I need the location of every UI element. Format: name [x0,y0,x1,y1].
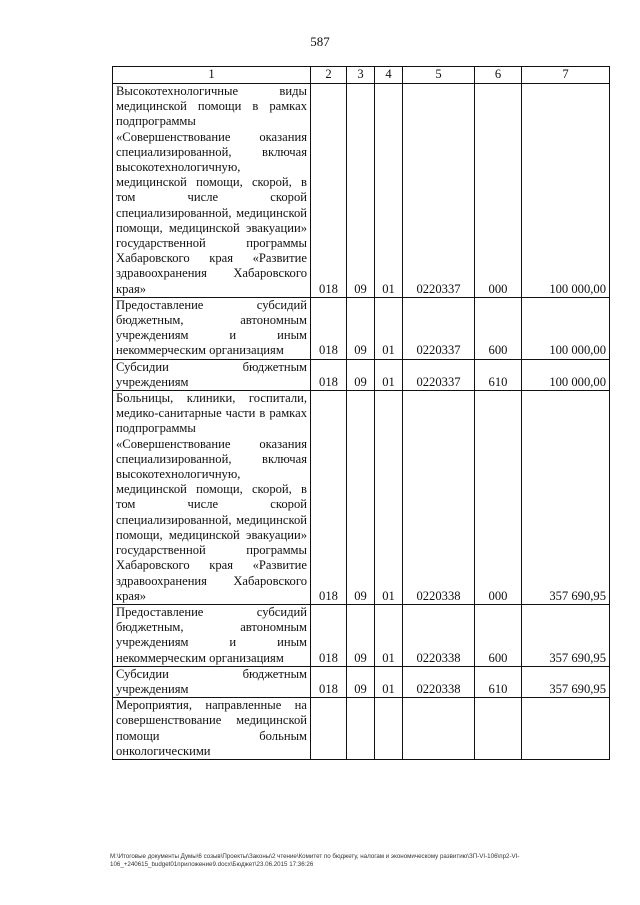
target-article-code: 0220337 [403,359,475,390]
section-code: 09 [347,604,375,666]
section-code: 09 [347,391,375,605]
ministry-code: 018 [311,391,347,605]
table-row [113,84,610,298]
amount: 100 000,00 [522,297,610,359]
expense-type-code: 610 [475,666,522,697]
row-description: Мероприятия, направленные на совершенствование медицинской помощи больным онкологическими [113,698,311,760]
target-article-code: 0220338 [403,391,475,605]
ministry-code: 018 [311,359,347,390]
subsection-code: 01 [375,604,403,666]
amount: 357 690,95 [522,666,610,697]
expense-type-code: 000 [475,391,522,605]
subsection-code [375,698,403,760]
header-col-7: 7 [522,67,610,84]
table-row [113,359,610,390]
subsection-code: 01 [375,391,403,605]
amount: 357 690,95 [522,391,610,605]
budget-table [112,66,610,760]
row-description: Больницы, клиники, госпитали, медико-санитарные части в рамках подпрограммы «Совершенствование оказания специализированной, включая высокотехнологичную, медицинской помощи, скорой, в том числе скорой специализированной, медицинской помощи, медицинской эвакуации» государственной программы Хабаровского края «Развитие здравоохранения Хабаровского края» [113,391,311,605]
target-article-code [403,698,475,760]
subsection-code: 01 [375,84,403,298]
table-row [113,391,610,605]
expense-type-code [475,698,522,760]
table-row [113,666,610,697]
header-col-5: 5 [403,67,475,84]
expense-type-code: 600 [475,604,522,666]
ministry-code: 018 [311,666,347,697]
header-col-3: 3 [347,67,375,84]
row-description: Высокотехнологичные виды медицинской помощи в рамках подпрограммы «Совершенствование оказания специализированной, включая высокотехнологичную, медицинской помощи, скорой, в том числе скорой специализированной, медицинской помощи, медицинской эвакуации» государственной программы Хабаровского края «Развитие здравоохранения Хабаровского края» [113,84,311,298]
ministry-code: 018 [311,84,347,298]
subsection-code: 01 [375,666,403,697]
target-article-code: 0220338 [403,666,475,697]
section-code [347,698,375,760]
section-code: 09 [347,359,375,390]
amount: 100 000,00 [522,84,610,298]
section-code: 09 [347,297,375,359]
amount [522,698,610,760]
document-path-footer: М:\Итоговые документы Думы\6 созыв\Проекты\Законы\2 чтение\Комитет по бюджету, налогам и экономическому развитию\ЗП-VI-106\пр2-VI-106_+240615_budget01приложение9.docx\Бюджет\23.06.2015 17:36:26 [110,853,520,868]
target-article-code: 0220338 [403,604,475,666]
amount: 357 690,95 [522,604,610,666]
amount: 100 000,00 [522,359,610,390]
row-description: Субсидии бюджетным учреждениям [113,359,311,390]
expense-type-code: 000 [475,84,522,298]
section-code: 09 [347,84,375,298]
header-col-4: 4 [375,67,403,84]
header-col-2: 2 [311,67,347,84]
table-header-row [113,67,610,84]
row-description: Субсидии бюджетным учреждениям [113,666,311,697]
row-description: Предоставление субсидий бюджетным, автономным учреждениям и иным некоммерческим организациям [113,604,311,666]
ministry-code: 018 [311,297,347,359]
ministry-code: 018 [311,604,347,666]
subsection-code: 01 [375,297,403,359]
section-code: 09 [347,666,375,697]
subsection-code: 01 [375,359,403,390]
header-col-6: 6 [475,67,522,84]
table-row [113,698,610,760]
expense-type-code: 600 [475,297,522,359]
target-article-code: 0220337 [403,84,475,298]
row-description: Предоставление субсидий бюджетным, автономным учреждениям и иным некоммерческим организациям [113,297,311,359]
ministry-code [311,698,347,760]
header-col-1: 1 [113,67,311,84]
table-row [113,297,610,359]
target-article-code: 0220337 [403,297,475,359]
page-number: 587 [310,34,330,49]
table-row [113,604,610,666]
expense-type-code: 610 [475,359,522,390]
